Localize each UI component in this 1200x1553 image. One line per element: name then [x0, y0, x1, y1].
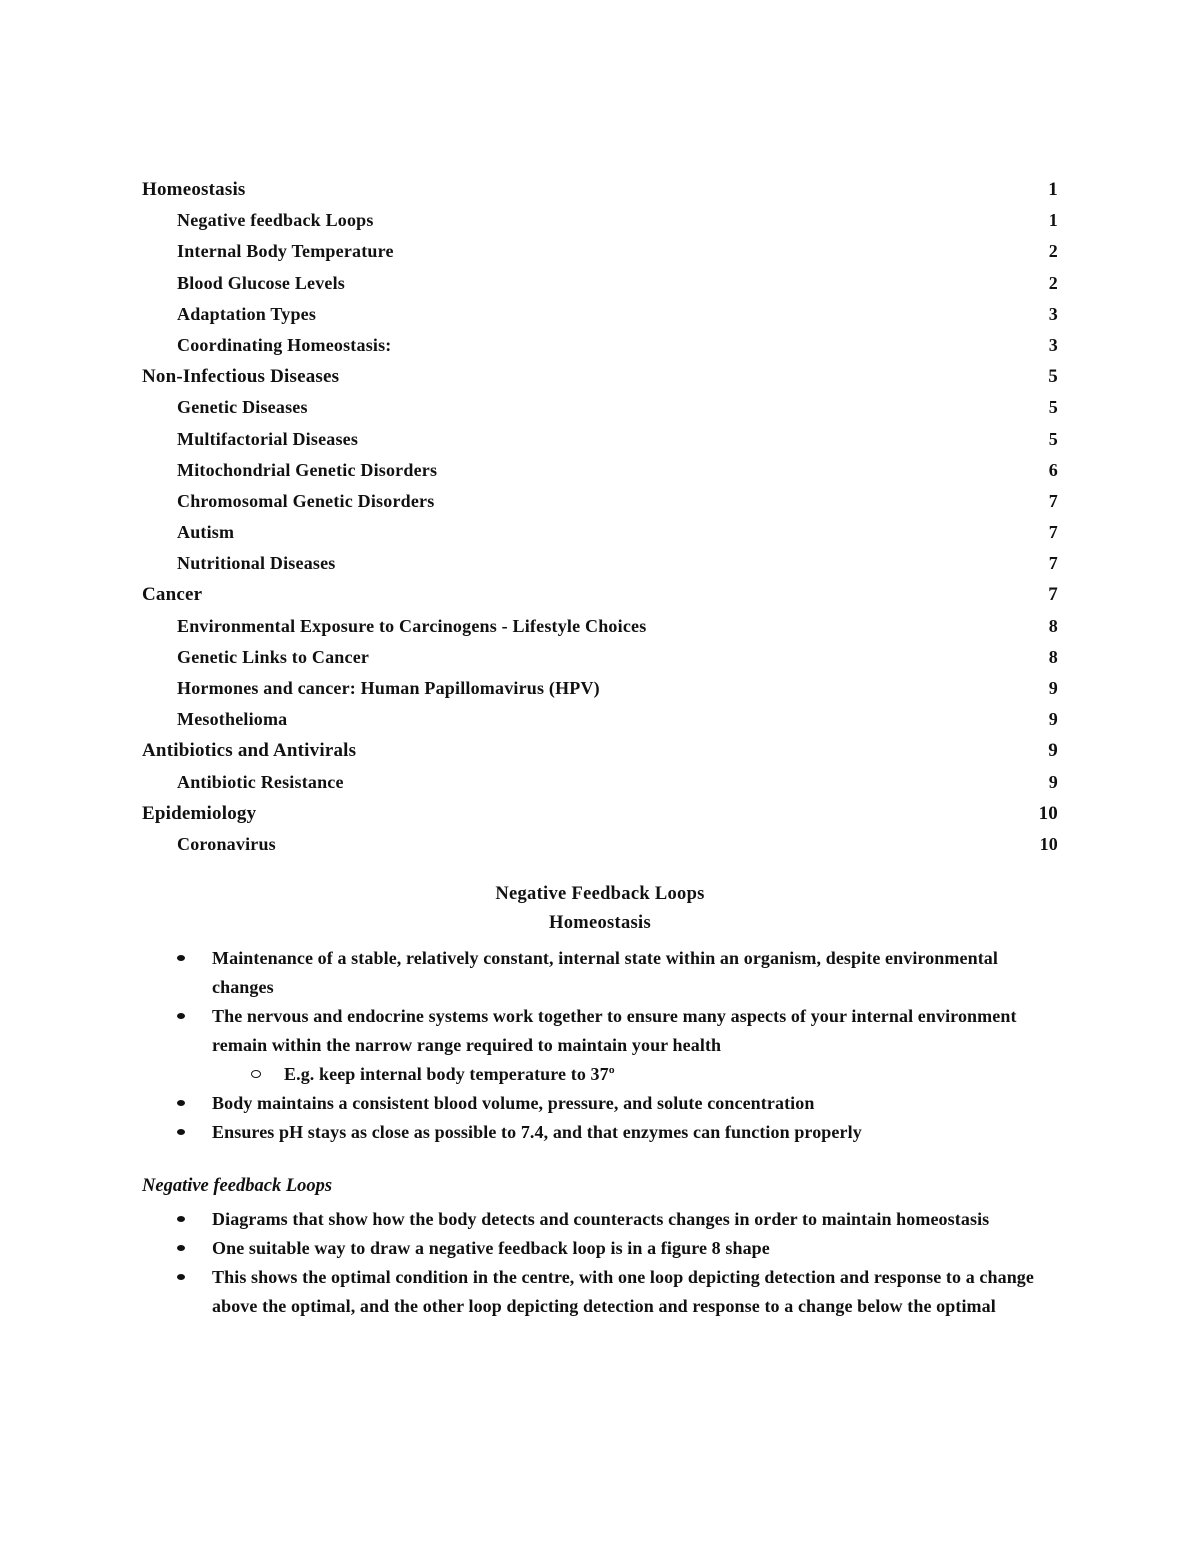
toc-entry-label: Coordinating Homeostasis:	[177, 334, 392, 355]
toc-entry-label: Mesothelioma	[177, 709, 288, 730]
bullet-icon	[177, 1245, 185, 1251]
bullet-icon	[177, 1216, 185, 1222]
toc-entry[interactable]	[142, 330, 1058, 361]
toc-entry-label: Multifactorial Diseases	[177, 428, 359, 449]
toc-entry-page-number: 9	[1048, 771, 1058, 792]
toc-entry-label: Adaptation Types	[177, 303, 317, 324]
toc-entry[interactable]	[142, 236, 1058, 267]
toc-entry[interactable]	[142, 486, 1058, 517]
list-item-text: This shows the optimal condition in the centre, with one loop depicting detection and response to a change above the optimal, and the other loop depicting detection and response to a change below the optimal	[212, 1267, 1034, 1316]
list-item	[176, 1060, 1056, 1089]
toc-entry-label: Non-Infectious Diseases	[142, 366, 340, 388]
toc-entry-page-number: 9	[1048, 678, 1058, 698]
list-item	[176, 1002, 1056, 1060]
toc-entry[interactable]	[142, 767, 1058, 798]
toc-entry[interactable]	[142, 205, 1058, 236]
toc-entry-label: Coronavirus	[177, 833, 276, 854]
toc-entry-page-number: 3	[1048, 334, 1058, 355]
toc-entry-page-number: 7	[1048, 553, 1058, 574]
toc-entry-page-number: 10	[1039, 833, 1058, 854]
toc-entry[interactable]	[142, 548, 1058, 579]
toc-entry-label: Cancer	[142, 584, 203, 606]
toc-entry[interactable]	[142, 517, 1058, 548]
toc-entry-page-number: 7	[1048, 522, 1058, 543]
list-item-text: The nervous and endocrine systems work together to ensure many aspects of your internal environment remain within the narrow range required to maintain your health	[212, 1006, 1017, 1055]
list-item-text: Maintenance of a stable, relatively constant, internal state within an organism, despite environmental changes	[212, 948, 998, 997]
toc-entry-label: Negative feedback Loops	[177, 210, 374, 231]
toc-entry-page-number: 8	[1048, 615, 1058, 636]
list-item	[176, 1234, 1056, 1263]
table-of-contents	[142, 174, 1058, 860]
section-subtitle: Homeostasis	[549, 913, 651, 933]
toc-entry-page-number: 1	[1048, 210, 1058, 231]
section-title: Negative Feedback Loops	[495, 884, 705, 904]
bullet-icon	[177, 1129, 185, 1135]
toc-entry-page-number: 5	[1048, 428, 1058, 449]
toc-entry-label: Antibiotic Resistance	[177, 771, 344, 792]
toc-entry[interactable]	[142, 268, 1058, 299]
toc-entry[interactable]	[142, 424, 1058, 455]
toc-entry[interactable]	[142, 392, 1058, 423]
toc-entry-label: Antibiotics and Antivirals	[142, 740, 357, 762]
list-item	[176, 1089, 1056, 1118]
bullet-icon	[177, 1013, 185, 1019]
hollow-bullet-icon	[251, 1070, 261, 1078]
toc-entry-label: Epidemiology	[142, 802, 257, 824]
toc-entry-page-number: 5	[1048, 366, 1058, 388]
toc-entry-page-number: 7	[1048, 490, 1058, 511]
bullet-icon	[177, 1274, 185, 1280]
toc-entry-page-number: 5	[1048, 397, 1058, 418]
toc-entry-label: Mitochondrial Genetic Disorders	[177, 459, 438, 480]
list-item-text: Ensures pH stays as close as possible to 7.4, and that enzymes can function properly	[212, 1122, 862, 1142]
toc-entry-page-number: 7	[1048, 584, 1058, 606]
toc-entry-label: Environmental Exposure to Carcinogens - Lifestyle Choices	[177, 615, 647, 636]
toc-entry[interactable]	[142, 611, 1058, 642]
toc-entry-label: Internal Body Temperature	[177, 241, 394, 262]
list-item-text: E.g. keep internal body temperature to 37º	[284, 1064, 615, 1084]
toc-entry-page-number: 10	[1038, 802, 1058, 824]
toc-entry[interactable]	[142, 174, 1058, 205]
toc-entry[interactable]	[142, 361, 1058, 392]
toc-entry-label: Hormones and cancer: Human Papillomavirus (HPV)	[177, 678, 600, 698]
toc-entry-label: Homeostasis	[142, 179, 246, 200]
toc-entry-page-number: 3	[1048, 303, 1058, 324]
toc-entry-label: Chromosomal Genetic Disorders	[177, 490, 435, 511]
bullet-icon	[177, 1100, 185, 1106]
toc-entry-page-number: 2	[1048, 272, 1058, 293]
toc-entry-page-number: 8	[1048, 646, 1058, 667]
list-item-text: Body maintains a consistent blood volume, pressure, and solute concentration	[212, 1093, 815, 1113]
list-item-text: Diagrams that show how the body detects and counteracts changes in order to maintain homeostasis	[212, 1209, 990, 1229]
toc-entry-label: Autism	[177, 522, 235, 543]
toc-entry[interactable]	[142, 704, 1058, 735]
toc-entry[interactable]	[142, 798, 1058, 829]
subsection-title: Negative feedback Loops	[142, 1176, 333, 1196]
list-item	[176, 1118, 1056, 1147]
list-item	[176, 1205, 1056, 1234]
toc-entry-page-number: 9	[1048, 709, 1058, 730]
toc-entry-label: Nutritional Diseases	[177, 553, 336, 574]
list-item	[176, 1263, 1056, 1321]
toc-entry[interactable]	[142, 299, 1058, 330]
list-item-text: One suitable way to draw a negative feedback loop is in a figure 8 shape	[212, 1238, 770, 1258]
toc-entry-page-number: 2	[1048, 241, 1058, 262]
section-bullet-list	[176, 944, 1056, 1147]
toc-entry[interactable]	[142, 829, 1058, 860]
toc-entry[interactable]	[142, 455, 1058, 486]
toc-entry-label: Blood Glucose Levels	[177, 272, 346, 293]
toc-entry[interactable]	[142, 579, 1058, 610]
toc-entry-page-number: 6	[1048, 459, 1058, 480]
bullet-icon	[177, 955, 185, 961]
subsection-bullet-list	[176, 1205, 1056, 1321]
toc-entry[interactable]	[142, 673, 1058, 704]
toc-entry[interactable]	[142, 642, 1058, 673]
toc-entry-page-number: 1	[1048, 179, 1058, 200]
toc-entry-page-number: 9	[1048, 740, 1058, 762]
toc-entry[interactable]	[142, 735, 1058, 766]
toc-entry-label: Genetic Links to Cancer	[177, 646, 370, 667]
toc-entry-label: Genetic Diseases	[177, 397, 308, 418]
list-item	[176, 944, 1056, 1002]
